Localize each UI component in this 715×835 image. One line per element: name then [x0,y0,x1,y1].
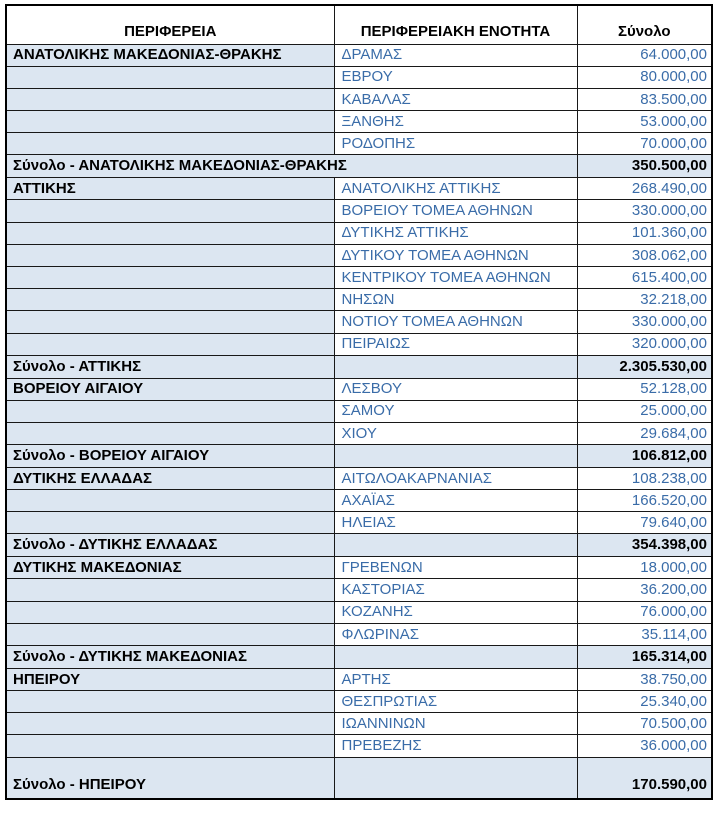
region-cell [6,66,334,88]
value-cell: 29.684,00 [577,422,712,444]
value-cell: 79.640,00 [577,512,712,534]
unit-row [6,244,712,266]
column-header-total: Σύνολο [577,5,712,44]
unit-row [6,111,712,133]
unit-row [6,333,712,355]
column-header-unit: ΠΕΡΙΦΕΡΕΙΑΚΗ ΕΝΟΤΗΤΑ [334,5,577,44]
unit-row [6,178,712,200]
region-total-row [6,155,712,178]
value-cell: 166.520,00 [577,490,712,512]
regions-table-body [6,44,712,799]
total-spacer-cell [334,757,577,799]
region-cell: ΔΥΤΙΚΗΣ ΜΑΚΕΔΟΝΙΑΣ [6,557,334,579]
value-cell: 70.500,00 [577,713,712,735]
unit-cell: ΔΡΑΜΑΣ [334,44,577,66]
unit-cell: ΛΕΣΒΟΥ [334,378,577,400]
unit-row [6,579,712,601]
unit-cell: ΦΛΩΡΙΝΑΣ [334,623,577,645]
unit-row [6,44,712,66]
region-cell [6,422,334,444]
total-value-cell: 2.305.530,00 [577,355,712,378]
total-label-cell: Σύνολο - ΔΥΤΙΚΗΣ ΕΛΛΑΔΑΣ [6,534,334,557]
value-cell: 53.000,00 [577,111,712,133]
total-label-cell: Σύνολο - ΑΝΑΤΟΛΙΚΗΣ ΜΑΚΕΔΟΝΙΑΣ-ΘΡΑΚΗΣ [6,155,577,178]
unit-cell: ΙΩΑΝΝΙΝΩΝ [334,713,577,735]
value-cell: 70.000,00 [577,133,712,155]
total-spacer-cell [334,445,577,468]
region-cell [6,133,334,155]
unit-row [6,222,712,244]
header-row [6,5,712,44]
value-cell: 64.000,00 [577,44,712,66]
unit-cell: ΓΡΕΒΕΝΩΝ [334,557,577,579]
region-cell [6,244,334,266]
column-header-region: ΠΕΡΙΦΕΡΕΙΑ [6,5,334,44]
value-cell: 80.000,00 [577,66,712,88]
unit-cell: ΑΙΤΩΛΟΑΚΑΡΝΑΝΙΑΣ [334,467,577,489]
total-value-cell: 170.590,00 [577,757,712,799]
unit-cell: ΔΥΤΙΚΟΥ ΤΟΜΕΑ ΑΘΗΝΩΝ [334,244,577,266]
value-cell: 52.128,00 [577,378,712,400]
region-cell: ΑΤΤΙΚΗΣ [6,178,334,200]
region-cell: ΒΟΡΕΙΟΥ ΑΙΓΑΙΟΥ [6,378,334,400]
unit-row [6,557,712,579]
unit-row [6,266,712,288]
unit-cell: ΔΥΤΙΚΗΣ ΑΤΤΙΚΗΣ [334,222,577,244]
region-cell [6,512,334,534]
unit-cell: ΘΕΣΠΡΩΤΙΑΣ [334,690,577,712]
unit-cell: ΗΛΕΙΑΣ [334,512,577,534]
unit-cell: ΚΑΒΑΛΑΣ [334,88,577,110]
unit-row [6,623,712,645]
region-cell [6,490,334,512]
total-spacer-cell [334,646,577,669]
total-value-cell: 165.314,00 [577,646,712,669]
value-cell: 38.750,00 [577,668,712,690]
region-cell [6,200,334,222]
unit-cell: ΠΕΙΡΑΙΩΣ [334,333,577,355]
unit-cell: ΚΟΖΑΝΗΣ [334,601,577,623]
unit-cell: ΝΟΤΙΟΥ ΤΟΜΕΑ ΑΘΗΝΩΝ [334,311,577,333]
value-cell: 25.340,00 [577,690,712,712]
unit-row [6,289,712,311]
region-total-row [6,646,712,669]
value-cell: 76.000,00 [577,601,712,623]
total-spacer-cell [334,534,577,557]
region-cell [6,88,334,110]
total-label-cell: Σύνολο - ΔΥΤΙΚΗΣ ΜΑΚΕΔΟΝΙΑΣ [6,646,334,669]
unit-row [6,88,712,110]
total-spacer-cell [334,355,577,378]
unit-cell: ΑΧΑΪΑΣ [334,490,577,512]
region-cell: ΗΠΕΙΡΟΥ [6,668,334,690]
unit-row [6,133,712,155]
unit-cell: ΠΡΕΒΕΖΗΣ [334,735,577,757]
unit-cell: ΑΝΑΤΟΛΙΚΗΣ ΑΤΤΙΚΗΣ [334,178,577,200]
unit-cell: ΒΟΡΕΙΟΥ ΤΟΜΕΑ ΑΘΗΝΩΝ [334,200,577,222]
region-cell [6,579,334,601]
value-cell: 18.000,00 [577,557,712,579]
region-cell [6,333,334,355]
unit-row [6,311,712,333]
unit-row [6,735,712,757]
unit-cell: ΡΟΔΟΠΗΣ [334,133,577,155]
region-cell [6,222,334,244]
unit-row [6,690,712,712]
total-label-cell: Σύνολο - ΒΟΡΕΙΟΥ ΑΙΓΑΙΟΥ [6,445,334,468]
region-cell [6,623,334,645]
unit-row [6,467,712,489]
unit-cell: ΣΑΜΟΥ [334,400,577,422]
value-cell: 36.000,00 [577,735,712,757]
unit-cell: ΑΡΤΗΣ [334,668,577,690]
region-total-row [6,445,712,468]
region-cell [6,735,334,757]
unit-row [6,490,712,512]
total-label-cell: Σύνολο - ΑΤΤΙΚΗΣ [6,355,334,378]
region-cell [6,311,334,333]
unit-row [6,378,712,400]
region-total-row [6,355,712,378]
total-label-cell: Σύνολο - ΗΠΕΙΡΟΥ [6,757,334,799]
region-cell [6,690,334,712]
region-cell [6,266,334,288]
region-cell [6,400,334,422]
value-cell: 32.218,00 [577,289,712,311]
unit-row [6,512,712,534]
unit-row [6,668,712,690]
value-cell: 108.238,00 [577,467,712,489]
region-total-row [6,757,712,799]
value-cell: 101.360,00 [577,222,712,244]
total-value-cell: 354.398,00 [577,534,712,557]
unit-cell: ΕΒΡΟΥ [334,66,577,88]
unit-cell: ΝΗΣΩΝ [334,289,577,311]
value-cell: 268.490,00 [577,178,712,200]
value-cell: 330.000,00 [577,200,712,222]
value-cell: 36.200,00 [577,579,712,601]
region-cell [6,713,334,735]
unit-cell: ΧΙΟΥ [334,422,577,444]
region-cell [6,289,334,311]
total-value-cell: 350.500,00 [577,155,712,178]
unit-cell: ΚΑΣΤΟΡΙΑΣ [334,579,577,601]
value-cell: 330.000,00 [577,311,712,333]
unit-row [6,422,712,444]
unit-row [6,66,712,88]
unit-row [6,400,712,422]
region-cell [6,601,334,623]
value-cell: 320.000,00 [577,333,712,355]
value-cell: 308.062,00 [577,244,712,266]
value-cell: 35.114,00 [577,623,712,645]
total-value-cell: 106.812,00 [577,445,712,468]
region-cell [6,111,334,133]
region-cell: ΑΝΑΤΟΛΙΚΗΣ ΜΑΚΕΔΟΝΙΑΣ-ΘΡΑΚΗΣ [6,44,334,66]
regions-table [5,4,713,800]
region-cell: ΔΥΤΙΚΗΣ ΕΛΛΑΔΑΣ [6,467,334,489]
value-cell: 25.000,00 [577,400,712,422]
unit-row [6,601,712,623]
region-total-row [6,534,712,557]
unit-row [6,713,712,735]
value-cell: 615.400,00 [577,266,712,288]
unit-row [6,200,712,222]
unit-cell: ΚΕΝΤΡΙΚΟΥ ΤΟΜΕΑ ΑΘΗΝΩΝ [334,266,577,288]
value-cell: 83.500,00 [577,88,712,110]
unit-cell: ΞΑΝΘΗΣ [334,111,577,133]
